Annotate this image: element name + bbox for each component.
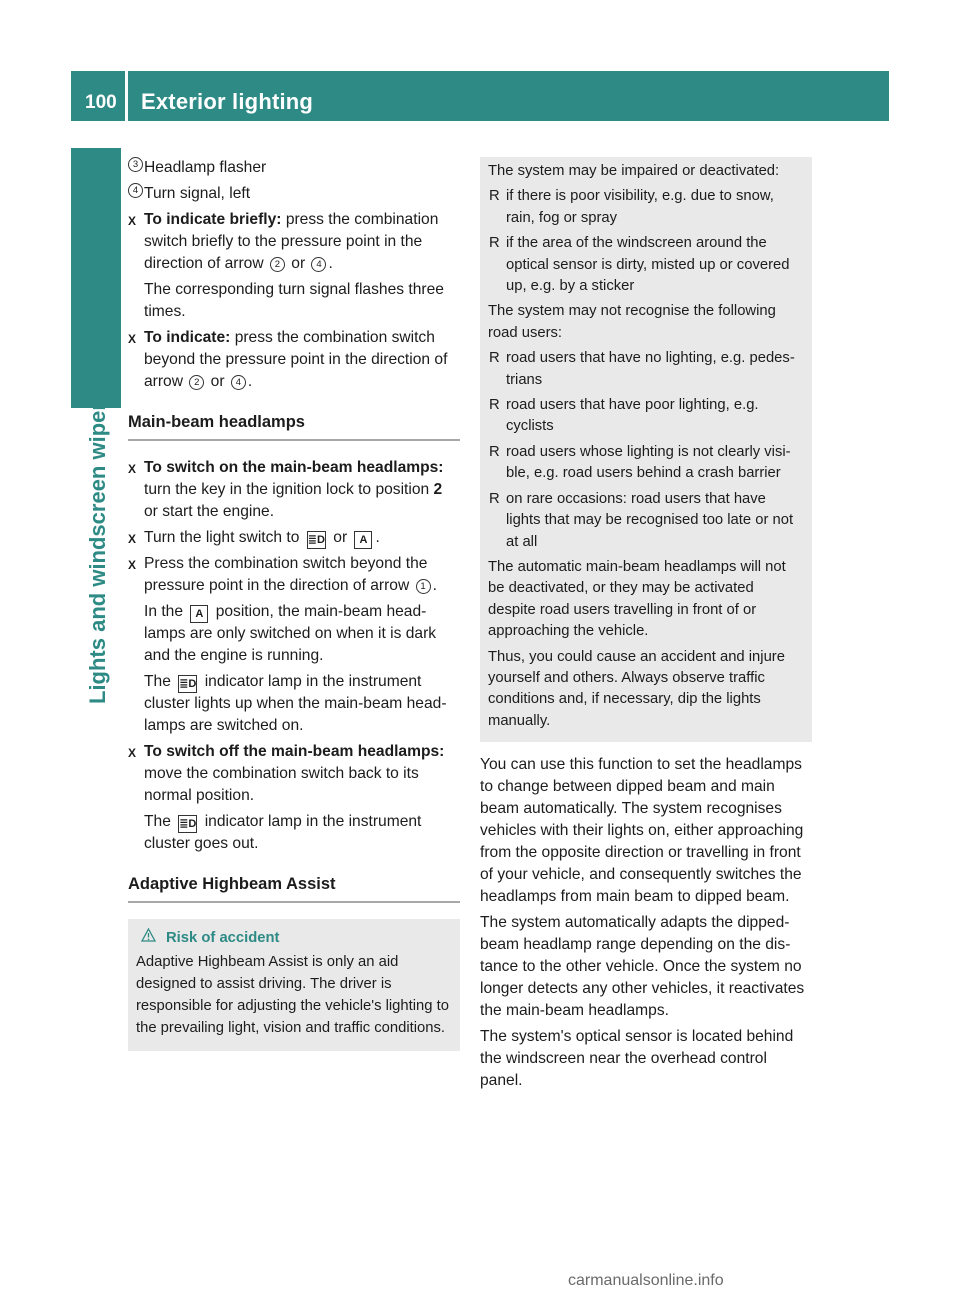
step-indicate-briefly xyxy=(128,209,460,275)
step-text: Turn the light switch to xyxy=(144,529,304,546)
step-text: indicator lamp in the instrument cluster goes out. xyxy=(144,813,422,852)
chapter-label: Lights and windscreen wipers xyxy=(85,389,110,704)
left-column xyxy=(128,157,460,1051)
step-text: The xyxy=(144,673,176,690)
callout-number: 1 xyxy=(416,579,431,594)
bullet-text: road users whose lighting is not clearly visible, e.g. road users behind a crash barrier xyxy=(506,443,791,482)
step-text: . xyxy=(432,577,437,594)
step-text: turn the key in the ignition lock to position xyxy=(144,481,434,498)
step-indicate xyxy=(128,327,460,393)
page-number: 100 xyxy=(85,92,117,113)
heading-main-beam: Main-beam headlamps xyxy=(128,411,460,441)
callout-number: 4 xyxy=(231,375,246,390)
body-paragraph: You can use this function to set the headlamps to change between dipped beam and main beam automatically. The system recognises vehicles with their lights on, either approaching from the opposite direction or travelling in front of your vehicle, and consequently switches the headlamps from main beam to dipped beam. xyxy=(480,756,804,906)
step-press-switch xyxy=(128,553,460,597)
info-paragraph: The system may be impaired or deactivated: xyxy=(488,163,780,179)
info-paragraph: The automatic main-beam headlamps will not be deactivated, or they may be activated despite road users travelling in front of or approaching the vehicle. xyxy=(488,558,786,640)
watermark: carmanualsonline.info xyxy=(568,1272,724,1289)
right-column xyxy=(480,157,812,1096)
step-text: indicator lamp in the instrument cluster lights up when the main-beam headlamps are switched on. xyxy=(144,673,447,734)
callout-number: 2 xyxy=(189,375,204,390)
step-label: To indicate briefly: xyxy=(144,211,282,228)
page-header xyxy=(71,71,889,121)
bullet-text: road users that have no lighting, e.g. pedestrians xyxy=(506,350,795,388)
chapter-tab xyxy=(71,148,121,408)
warning-triangle-icon xyxy=(141,927,156,949)
step-text: move the combination switch back to its normal position. xyxy=(144,765,419,804)
step-text: The xyxy=(144,813,176,830)
bullet-marker: R xyxy=(489,188,500,205)
step-marker-icon: X xyxy=(128,558,137,572)
body-paragraph: The system's optical sensor is located behind the windscreen near the overhead control panel. xyxy=(480,1028,794,1090)
info-bullet xyxy=(488,442,804,485)
bullet-marker: R xyxy=(489,235,500,252)
callout-number: 3 xyxy=(128,157,143,172)
key-position: 2 xyxy=(433,481,443,498)
main-beam-indicator-icon: ≣D xyxy=(178,815,197,833)
warning-title-text: Risk of accident xyxy=(166,930,280,946)
bullet-marker: R xyxy=(489,350,500,367)
step-text: position, the main-beam headlamps are only switched on when it is dark and the engine is running. xyxy=(144,603,437,664)
step-text: press the combination switch briefly to the pressure point in the direction of arrow xyxy=(144,211,439,272)
bullet-text: if there is poor visibility, e.g. due to snow, rain, fog or spray xyxy=(506,188,774,226)
step-text: . xyxy=(247,373,253,390)
callout-number: 2 xyxy=(270,257,285,272)
info-bullet xyxy=(488,489,804,553)
step-continuation xyxy=(128,601,460,667)
legend-text: Headlamp flasher xyxy=(144,159,267,176)
auto-lights-icon: A xyxy=(354,531,372,549)
step-label: To switch off the main-beam headlamps: xyxy=(144,743,445,760)
warning-title xyxy=(136,927,452,949)
bullet-text: road users that have poor lighting, e.g. cyclists xyxy=(506,397,759,435)
step-text: In the xyxy=(144,603,188,620)
warning-text: Adaptive Highbeam Assist is only an aid designed to assist driving. The driver is responsible for adjusting the vehicle's lighting to the prevailing light, vision and traffic conditions. xyxy=(136,954,449,1036)
info-paragraph: The system may not recognise the following road users: xyxy=(488,303,776,341)
header-divider xyxy=(125,71,128,121)
auto-lights-icon: A xyxy=(190,605,208,623)
main-beam-indicator-icon: ≣D xyxy=(178,675,197,693)
step-text: or xyxy=(328,529,352,546)
step-label: To indicate: xyxy=(144,329,231,346)
step-text: or xyxy=(206,373,229,390)
info-bullet xyxy=(488,233,804,297)
legend-item xyxy=(128,157,460,179)
heading-adaptive-highbeam: Adaptive Highbeam Assist xyxy=(128,873,460,903)
step-text: . xyxy=(375,529,380,546)
info-bullet xyxy=(488,186,804,229)
callout-number: 4 xyxy=(311,257,326,272)
bullet-text: if the area of the windscreen around the optical sensor is dirty, misted up or covered up, e.g. by a sticker xyxy=(506,235,790,295)
step-continuation: The corresponding turn signal flashes three times. xyxy=(144,281,444,320)
step-text: press the combination switch beyond the pressure point in the direction of arrow xyxy=(144,329,448,390)
step-continuation xyxy=(128,811,460,855)
legend-item xyxy=(128,183,460,205)
bullet-text: on rare occasions: road users that have lights that may be recognised too late or not at all xyxy=(506,490,794,550)
step-text: Press the combination switch beyond the pressure point in the direction of arrow xyxy=(144,555,428,594)
step-text: . xyxy=(328,255,333,272)
bullet-marker: R xyxy=(489,397,500,414)
step-marker-icon: X xyxy=(128,532,137,546)
bullet-marker: R xyxy=(489,443,500,460)
step-label: To switch on the main-beam headlamps: xyxy=(144,459,444,476)
body-paragraph: The system automatically adapts the dipped-beam headlamp range depending on the distance to the other vehicle. Once the system no longer detects any other vehicles, it reactivates the main-beam headlamps. xyxy=(480,914,805,1020)
info-bullet xyxy=(488,348,804,391)
bullet-marker: R xyxy=(489,490,500,507)
step-marker-icon: X xyxy=(128,746,137,760)
step-marker-icon: X xyxy=(128,462,137,476)
section-title: Exterior lighting xyxy=(141,89,314,114)
info-box xyxy=(480,157,812,742)
step-switch-on xyxy=(128,457,460,523)
info-bullet xyxy=(488,395,804,438)
step-light-switch xyxy=(128,527,460,549)
warning-box xyxy=(128,919,460,1051)
low-beam-icon: ≣D xyxy=(307,531,326,549)
step-marker-icon: X xyxy=(128,214,137,228)
callout-number: 4 xyxy=(128,183,143,198)
step-marker-icon: X xyxy=(128,332,137,346)
step-switch-off xyxy=(128,741,460,807)
step-text: or xyxy=(286,255,310,272)
legend-text: Turn signal, left xyxy=(144,185,251,202)
info-paragraph: Thus, you could cause an accident and injure yourself and others. Always observe traffic conditions and, if necessary, dip the lights manually. xyxy=(488,648,785,729)
step-continuation xyxy=(128,671,460,737)
step-text: or start the engine. xyxy=(144,503,275,520)
